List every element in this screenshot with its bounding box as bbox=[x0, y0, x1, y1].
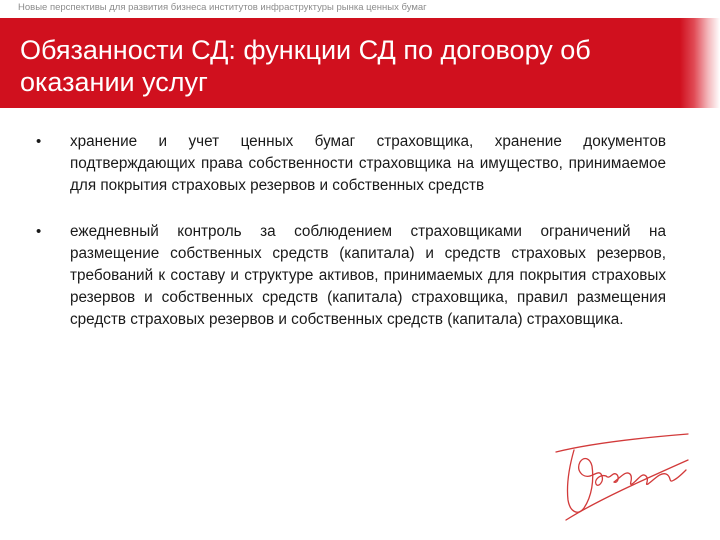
slide-title: Обязанности СД: функции СД по договору об оказании услуг bbox=[20, 35, 591, 97]
bullet-text: ежедневный контроль за соблюдением страховщиками ограничений на размещение собственных средств (капитала) и средств страховых резервов, требований к составу и структуре активов, принимаемых для покрытия страховых резервов и собственных средств (капитала) страховщика, правил размещения средств страховых резервов и собственных средств (капитала) страховщика. bbox=[70, 223, 666, 328]
bullet-item bbox=[36, 221, 666, 331]
bullet-marker: • bbox=[36, 133, 42, 150]
bullet-list bbox=[36, 131, 666, 331]
bullet-item bbox=[36, 131, 666, 197]
signature-icon bbox=[548, 430, 698, 525]
header-caption: Новые перспективы для развития бизнеса институтов инфраструктуры рынка ценных бумаг bbox=[18, 2, 427, 13]
slide-content bbox=[36, 131, 666, 355]
bullet-marker: • bbox=[36, 223, 42, 240]
bullet-text: хранение и учет ценных бумаг страховщика, хранение документов подтверждающих права собственности страховщика на имущество, принимаемое для покрытия страховых резервов и собственных средств bbox=[70, 133, 666, 194]
top-bar bbox=[0, 0, 720, 18]
title-band-gradient bbox=[680, 18, 720, 108]
